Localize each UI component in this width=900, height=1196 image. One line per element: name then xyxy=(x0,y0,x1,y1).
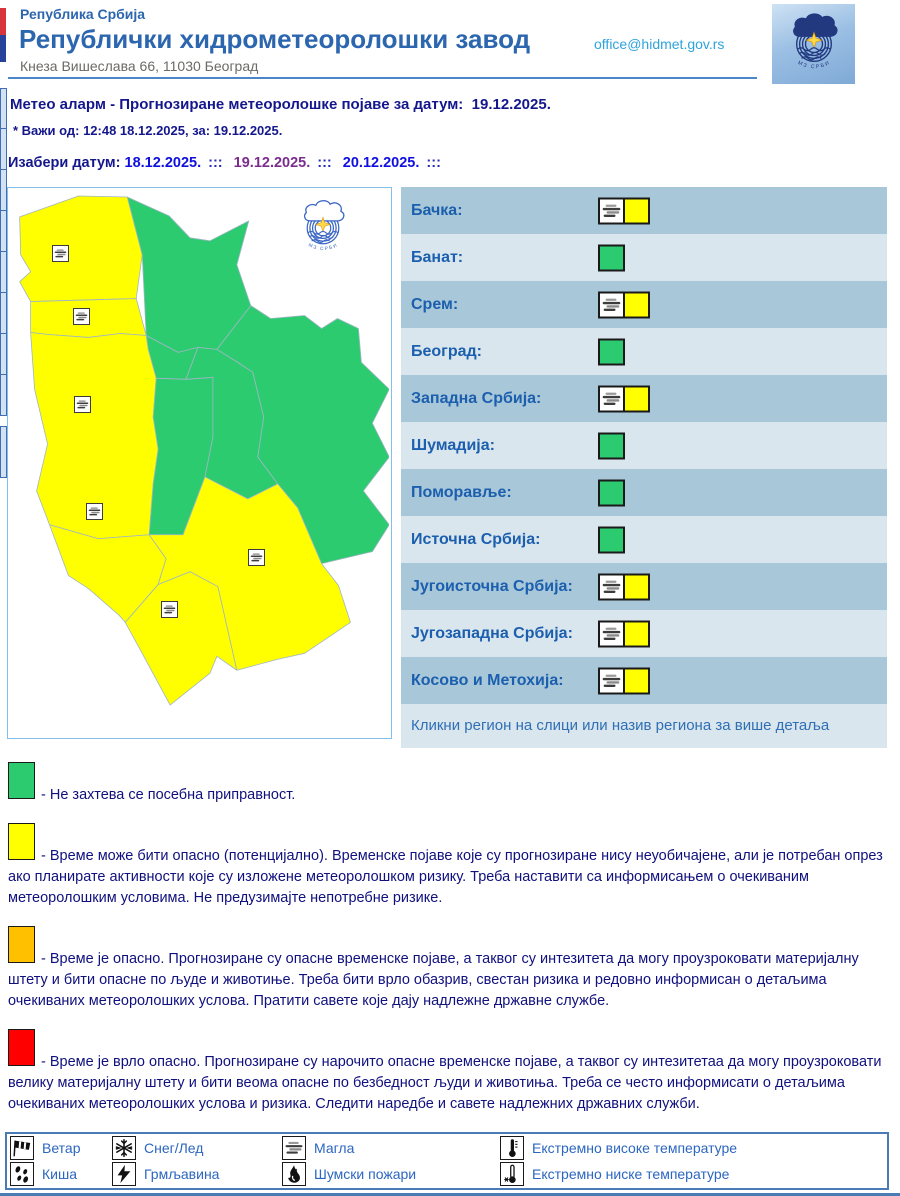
region-row[interactable] xyxy=(401,469,887,516)
date-selector-label: Изабери датум: xyxy=(8,155,121,171)
sidebar-cell[interactable] xyxy=(0,88,7,129)
phenomenon-label: Снег/Лед xyxy=(144,1140,204,1156)
date-links xyxy=(125,155,448,171)
region-name-link[interactable]: Срем: xyxy=(411,296,459,313)
legend-text: - Време је опасно. Прогнозиране су опасне временске појаве, а таквог су интезитета да могу проузроковати материјалну штету и бити опасне по људе и животиње. Треба бити врло обазрив, свестан ризика и редовно информисан о детаљима очекиваних метеоролошких услова. Пратити савете које дају надлежне државне службе. xyxy=(8,951,859,1009)
phenomenon-icon xyxy=(500,1136,524,1160)
region-row[interactable] xyxy=(401,422,887,469)
legend-item xyxy=(8,823,892,909)
region-row[interactable] xyxy=(401,657,887,704)
sidebar-cell[interactable] xyxy=(0,293,7,334)
region-alert-indicator xyxy=(598,479,625,506)
rhmz-logo xyxy=(772,4,855,84)
alert-color-box xyxy=(598,479,625,506)
region-name-link[interactable]: Банат: xyxy=(411,249,464,266)
fog-icon xyxy=(598,667,625,694)
region-name-link[interactable]: Београд: xyxy=(411,343,482,360)
page-title: Метео аларм - Прогнозиране метеоролошке појаве за датум: 19.12.2025. xyxy=(10,96,551,113)
phenomenon-cell xyxy=(109,1135,279,1161)
date-item xyxy=(125,155,230,171)
phenomenon-cell xyxy=(7,1135,109,1161)
date-selector xyxy=(8,155,900,171)
region-row[interactable] xyxy=(401,516,887,563)
serbia-alarm-map[interactable] xyxy=(7,187,392,739)
fog-icon xyxy=(598,620,625,647)
phenomenon-label: Киша xyxy=(42,1166,77,1182)
region-alert-indicator xyxy=(598,385,650,412)
sidebar-cell[interactable] xyxy=(0,129,7,170)
phenomenon-cell xyxy=(279,1161,497,1187)
serbia-flag-stripe xyxy=(0,8,6,62)
legend-color-box xyxy=(8,1029,35,1066)
phenomenon-icon xyxy=(112,1162,136,1186)
date-separator: ::: xyxy=(208,155,223,171)
region-rows xyxy=(401,187,887,704)
phenomena-table xyxy=(5,1132,889,1190)
date-link[interactable]: 20.12.2025. xyxy=(342,155,420,171)
sidebar-cell[interactable] xyxy=(0,426,7,478)
phenomenon-cell xyxy=(497,1161,887,1187)
region-name-link[interactable]: Косово и Метохија: xyxy=(411,672,564,689)
legend-item xyxy=(8,1029,892,1115)
phenomenon-cell xyxy=(497,1135,887,1161)
region-alert-indicator xyxy=(598,244,625,271)
legend-item xyxy=(8,926,892,1012)
address-line: Кнеза Вишеслава 66, 11030 Београд xyxy=(20,58,259,74)
date-link[interactable]: 18.12.2025. xyxy=(124,155,202,171)
phenomenon-label: Грмљавина xyxy=(144,1166,220,1182)
sidebar-cell[interactable] xyxy=(0,375,7,416)
phenomenon-cell xyxy=(109,1161,279,1187)
legend-color-box xyxy=(8,762,35,799)
phenomenon-icon xyxy=(282,1162,306,1186)
organization-title: Републички хидрометеоролошки завод xyxy=(19,24,531,54)
alert-color-box xyxy=(623,385,650,412)
fog-icon xyxy=(598,573,625,600)
header-divider xyxy=(8,77,757,79)
phenomenon-icon xyxy=(10,1136,34,1160)
legend-text: - Не захтева се посебна приправност. xyxy=(41,787,296,803)
region-alert-indicator xyxy=(598,197,650,224)
region-name-link[interactable]: Западна Србија: xyxy=(411,390,542,407)
region-alert-indicator xyxy=(598,432,625,459)
alert-color-box xyxy=(598,432,625,459)
region-row[interactable] xyxy=(401,563,887,610)
page-header xyxy=(0,0,900,85)
phenomenon-icon xyxy=(282,1136,306,1160)
region-row[interactable] xyxy=(401,234,887,281)
region-name-link[interactable]: Бачка: xyxy=(411,202,463,219)
region-name-link[interactable]: Југозападна Србија: xyxy=(411,625,573,642)
republic-label: Република Србија xyxy=(20,6,146,22)
collapsed-sidebar[interactable] xyxy=(0,88,7,478)
legend-text: - Време је врло опасно. Прогнозиране су нарочито опасне временске појаве, а таквог су интезитетаа да могу проузроковати велику материјалну штету и бити веома опасне по безбедност људи и животиња. Треба се често информисати о детаљима очекиваних метеоролошких услова и ризика. Следити наредбе и савете надлежних државних служби. xyxy=(8,1054,882,1112)
fog-icon[interactable] xyxy=(161,601,178,618)
sidebar-cell[interactable] xyxy=(0,252,7,293)
region-alert-indicator xyxy=(598,338,625,365)
fog-icon xyxy=(598,291,625,318)
alert-color-box xyxy=(623,573,650,600)
sidebar-cell[interactable] xyxy=(0,211,7,252)
region-row[interactable] xyxy=(401,375,887,422)
region-row[interactable] xyxy=(401,187,887,234)
fog-icon[interactable] xyxy=(248,549,265,566)
fog-icon xyxy=(598,385,625,412)
phenomenon-label: Екстремно ниске температуре xyxy=(532,1166,730,1182)
fog-icon xyxy=(598,197,625,224)
sidebar-cell[interactable] xyxy=(0,334,7,375)
alert-color-box xyxy=(623,667,650,694)
fog-icon[interactable] xyxy=(73,308,90,325)
fog-icon[interactable] xyxy=(74,396,91,413)
legend-item xyxy=(8,762,892,806)
region-alert-panel xyxy=(401,187,887,748)
alert-color-box xyxy=(598,526,625,553)
region-alert-indicator xyxy=(598,526,625,553)
alert-color-box xyxy=(623,197,650,224)
region-alert-indicator xyxy=(598,620,650,647)
alert-color-box xyxy=(623,291,650,318)
date-link[interactable]: 19.12.2025. xyxy=(233,155,311,171)
phenomenon-label: Ветар xyxy=(42,1140,81,1156)
rhmz-map-logo xyxy=(292,196,354,260)
phenomenon-icon xyxy=(10,1162,34,1186)
sidebar-cell[interactable] xyxy=(0,170,7,211)
alert-color-box xyxy=(598,244,625,271)
phenomenon-cell xyxy=(7,1161,109,1187)
region-row[interactable] xyxy=(401,281,887,328)
fog-icon[interactable] xyxy=(52,245,69,262)
phenomenon-label: Екстремно високе температуре xyxy=(532,1140,738,1156)
fog-icon[interactable] xyxy=(86,503,103,520)
date-separator: ::: xyxy=(426,155,441,171)
alert-legend xyxy=(8,762,892,1115)
legend-color-box xyxy=(8,823,35,860)
valid-from-line: * Важи од: 12:48 18.12.2025, за: 19.12.2025. xyxy=(13,123,283,138)
date-item xyxy=(234,155,339,171)
alert-color-box xyxy=(623,620,650,647)
alert-color-box xyxy=(598,338,625,365)
phenomenon-icon xyxy=(112,1136,136,1160)
region-row[interactable] xyxy=(401,328,887,375)
date-item xyxy=(343,155,448,171)
region-alert-indicator xyxy=(598,667,650,694)
region-alert-indicator xyxy=(598,291,650,318)
panel-hint-note: Кликни регион на слици или назив региона за више детаља xyxy=(401,704,887,748)
phenomenon-label: Магла xyxy=(314,1140,355,1156)
phenomenon-cell xyxy=(279,1135,497,1161)
email-link[interactable]: office@hidmet.gov.rs xyxy=(594,36,725,52)
date-separator: ::: xyxy=(317,155,332,171)
phenomenon-label: Шумски пожари xyxy=(314,1166,417,1182)
legend-text: - Време може бити опасно (потенцијално). Временске појаве које су прогнозиране нису неуобичајене, али је потребан опрез ако планирате активности које су изложене метеоролошком ризику. Треба наставити са информисањем о очекиваним метеоролошким условима. Не предузимајте непотребне ризике. xyxy=(8,848,883,906)
region-name-link[interactable]: Шумадија: xyxy=(411,437,495,454)
region-alert-indicator xyxy=(598,573,650,600)
region-name-link[interactable]: Поморавље: xyxy=(411,484,512,501)
region-name-link[interactable]: Источна Србија: xyxy=(411,531,541,548)
region-row[interactable] xyxy=(401,610,887,657)
legend-color-box xyxy=(8,926,35,963)
alarm-main xyxy=(7,187,900,748)
map-region-backa[interactable] xyxy=(20,196,143,302)
region-name-link[interactable]: Југоисточна Србија: xyxy=(411,578,573,595)
phenomenon-icon xyxy=(500,1162,524,1186)
